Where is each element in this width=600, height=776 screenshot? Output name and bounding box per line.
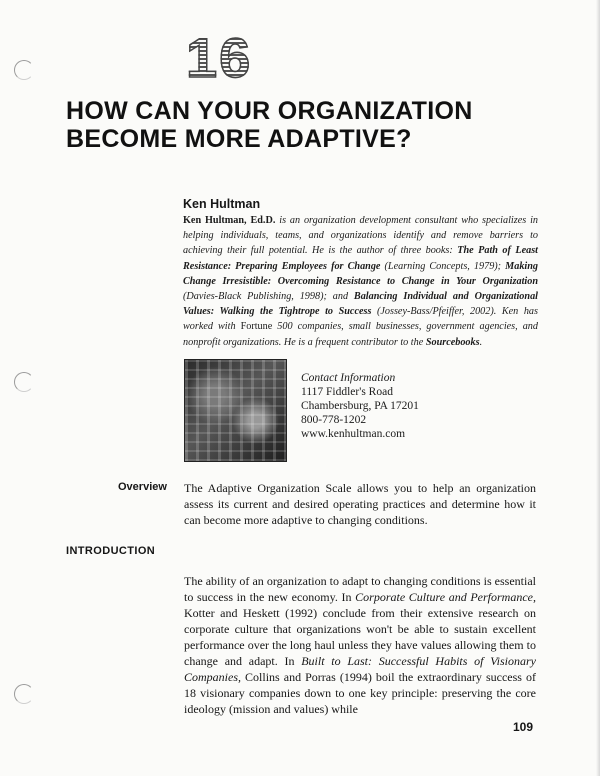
page-edge-shadow	[596, 0, 600, 776]
contact-block	[301, 371, 419, 441]
bio-book-title: Balancing Individual and Organizational Values: Walking the Tightrope to Success	[183, 291, 538, 318]
bio-book-title: Making Change Irresistible: Overcoming Resistance to Change in Your Organization	[183, 260, 539, 287]
chapter-title: HOW CAN YOUR ORGANIZATION BECOME MORE ADAPTIVE?	[66, 97, 473, 153]
overview-label: Overview	[118, 481, 167, 493]
author-photo	[184, 359, 287, 462]
bio-book-title: Sourcebooks	[425, 336, 480, 348]
bio-text: is an organization development consultant who specializes in helping individuals, teams, and organizations identify and remove barriers to achieving their full potential. He is the author of three books:	[183, 215, 538, 257]
binder-hole-middle	[14, 372, 34, 392]
intro-text: The ability of an organization to adapt to changing conditions is essential to success in the new economy. In	[184, 574, 536, 604]
intro-text: Collins and Porras (1994) boil the extraordinary success of 18 visionary companies down to one key principle: preserving the core ideology (mission and values) while	[184, 670, 536, 716]
bio-text: (Davies-Black Publishing, 1998); and	[183, 291, 354, 303]
author-bio	[183, 213, 538, 350]
chapter-number: 16	[186, 26, 253, 89]
contact-heading: Contact Information	[301, 372, 396, 384]
binder-hole-top	[14, 60, 34, 80]
overview-text: The Adaptive Organization Scale allows you to help an organization assess its current and desired operating practices and determine how it can become more adaptive to changing conditions.	[184, 481, 536, 527]
author-name: Ken Hultman	[183, 197, 261, 211]
page-number: 109	[513, 720, 534, 734]
bio-text: .	[479, 336, 483, 348]
contact-website: www.kenhultman.com	[301, 428, 406, 440]
bio-book-title: The Path of Least Resistance: Preparing Employees for Change	[183, 245, 539, 272]
intro-text: Kotter and Heskett (1992) conclude from their extensive research on corporate culture that organizations won't be able to sustain excellent performance over the long haul unless they have values allowing them to change and adapt. In	[184, 606, 536, 668]
intro-book-title: Corporate Culture and Performance,	[355, 590, 536, 604]
binder-hole-bottom	[14, 684, 34, 704]
intro-book-title: Built to Last: Successful Habits of Visionary Companies,	[184, 654, 536, 684]
bio-text: 500 companies, small businesses, government agencies, and nonprofit organizations. He is a frequent contributor to the	[183, 321, 538, 348]
contact-address-line2: Chambersburg, PA 17201	[301, 400, 419, 412]
introduction-paragraph	[184, 573, 536, 717]
bio-name: Ken Hultman, Ed.D.	[183, 215, 276, 226]
introduction-heading: INTRODUCTION	[66, 545, 156, 557]
contact-phone: 800-778-1202	[301, 414, 367, 426]
bio-text: (Jossey-Bass/Pfeiffer, 2002). Ken has worked with	[183, 306, 538, 333]
contact-address-line1: 1117 Fiddler's Road	[301, 386, 393, 398]
bio-text: (Learning Concepts, 1979);	[380, 260, 506, 272]
bio-fortune: Fortune	[240, 321, 273, 333]
